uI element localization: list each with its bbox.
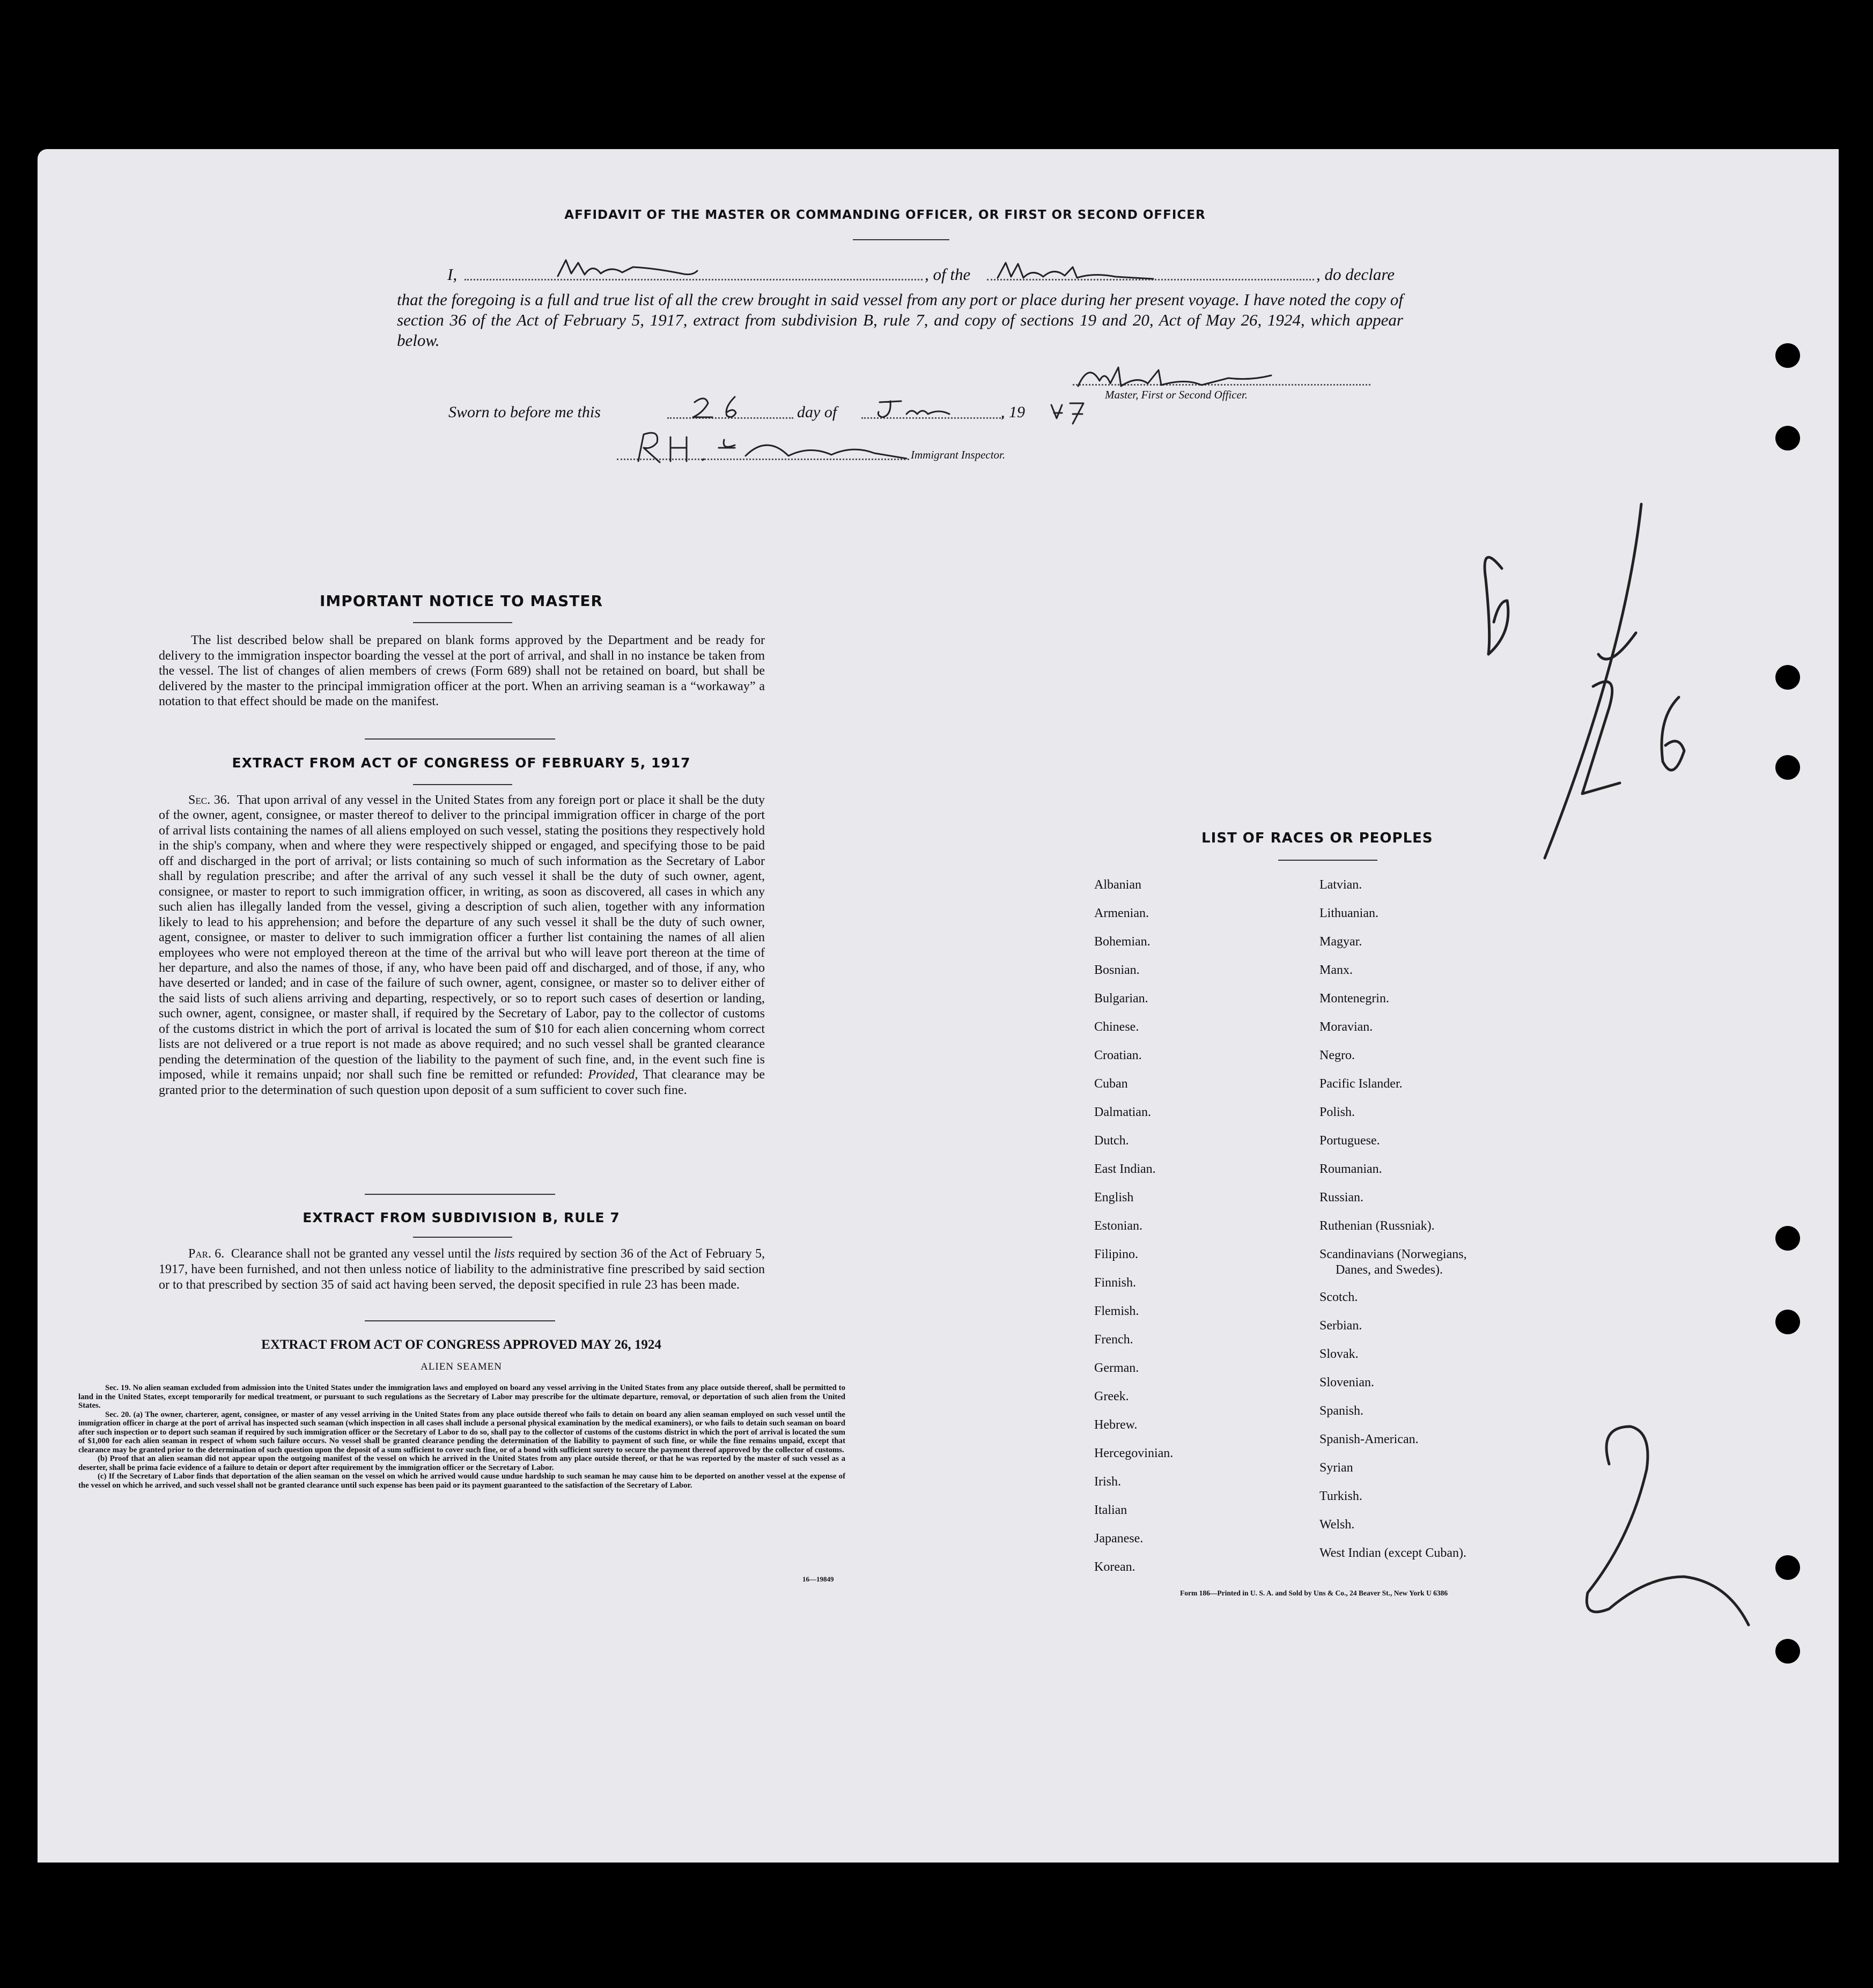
divider [413, 622, 512, 623]
race-item: English [1094, 1191, 1134, 1204]
divider [365, 1320, 555, 1321]
race-item: Dutch. [1094, 1134, 1129, 1148]
officer-caption: Master, First or Second Officer. [1105, 388, 1248, 401]
race-item: Polish. [1319, 1105, 1355, 1119]
divider [413, 1237, 512, 1238]
rule7-body [159, 1246, 765, 1293]
handwritten-vessel-name [992, 256, 1185, 289]
section-20c: (c) If the Secretary of Labor finds that deportation of the alien seaman on the vessel on which he arrived would cause undue hardship to such seaman he may cause him to be deported on another vessel at the expense of the vessel on which he arrived, and such vessel shall not be granted clearance until such expense has been paid or its payment guaranteed to the satisfaction of the Secretary of Labor. [78, 1472, 845, 1490]
section-20a: Sec. 20. (a) The owner, charterer, agent, consignee, or master of any vessel arriving in the United States from any place outside thereof who fails to detain on board any alien seaman employed on such vessel until the immigration officer in charge at the port of arrival has inspected such seaman (which inspection in all cases shall include a personal physical examination by the medical examiners), or who fails to detain such seaman on board after such inspection or to deport such seaman if required by such immigration officer or the Secretary of Labor to do so, shall pay to the collector of customs of the customs district in which the port of arrival is located the sum of $1,000 for each alien seaman in respect of whom such failure occurs. No vessel shall be granted clearance pending the determination of the liability to payment of such fine, or while the fine remains unpaid, except that clearance may be granted prior to the determination of such question upon the deposit of a sum sufficient to cover such fine, or of a bond with sufficient surety to secure the payment thereof approved by the collector of customs. [78, 1410, 845, 1454]
rule7-lists-word: lists [493, 1247, 515, 1261]
sworn-label: Sworn to before me this [448, 403, 601, 421]
race-item: Montenegrin. [1319, 992, 1389, 1006]
race-item: Bulgarian. [1094, 992, 1148, 1006]
rule7-text-a: Clearance shall not be granted any vessel until the [231, 1247, 491, 1261]
race-item: Moravian. [1319, 1020, 1373, 1034]
handwritten-year [1046, 397, 1094, 429]
day-of-label: day of [797, 403, 837, 421]
race-item: Russian. [1319, 1191, 1364, 1204]
races-left-column [1094, 871, 1309, 1581]
race-item: Estonian. [1094, 1219, 1142, 1233]
section-20b: (b) Proof that an alien seaman did not appear upon the outgoing manifest of the vessel on which he arrived in the United States from any place outside thereof, or that he was reported by the master of such vessel as a deserter, shall be prima facie evidence of a failure to detain or deport after requirement by the immigration officer or the Secretary of Labor. [78, 1454, 845, 1472]
label-of-the: , of the [925, 265, 971, 284]
race-item: Hercegovinian. [1094, 1446, 1174, 1460]
race-item: Finnish. [1094, 1276, 1137, 1290]
proviso-text: That clearance may be granted prior to the determination of such question upon deposit of a sum sufficient to cover such fine. [159, 1068, 765, 1097]
race-item: Spanish. [1319, 1404, 1364, 1418]
handwritten-fraction [1448, 493, 1716, 880]
race-item: Ruthenian (Russniak). [1319, 1219, 1435, 1233]
rule7-title: EXTRACT FROM SUBDIVISION B, RULE 7 [303, 1210, 620, 1225]
race-item: Bosnian. [1094, 963, 1140, 977]
race-item: Dalmatian. [1094, 1105, 1151, 1119]
extract-1924-subtitle: ALIEN SEAMEN [421, 1361, 502, 1372]
race-item: East Indian. [1094, 1162, 1156, 1176]
race-item: Filipino. [1094, 1247, 1139, 1261]
race-item: Irish. [1094, 1475, 1121, 1489]
race-item: Italian [1094, 1503, 1127, 1517]
race-item: Scotch. [1319, 1290, 1358, 1304]
race-item: Manx. [1319, 963, 1353, 977]
race-item: Lithuanian. [1319, 906, 1378, 920]
form-footer: Form 186—Printed in U. S. A. and Sold by Uns & Co., 24 Beaver St., New York U 6386 [1180, 1589, 1448, 1597]
race-item: Welsh. [1319, 1518, 1355, 1532]
race-item: Korean. [1094, 1560, 1135, 1574]
race-item: Greek. [1094, 1390, 1129, 1403]
race-item: Chinese. [1094, 1020, 1139, 1034]
race-item: Japanese. [1094, 1532, 1144, 1546]
race-item: German. [1094, 1361, 1139, 1375]
label-i: I, [447, 265, 458, 284]
punch-hole [1775, 1310, 1800, 1334]
extract-1917-title: EXTRACT FROM ACT OF CONGRESS OF FEBRUARY 5, 1917 [232, 755, 691, 771]
extract-1924-body [78, 1384, 845, 1490]
proviso-label: Provided, [588, 1068, 638, 1082]
race-item: Serbian. [1319, 1319, 1362, 1333]
punch-hole [1775, 755, 1800, 780]
race-item: Turkish. [1319, 1489, 1362, 1503]
race-item: Latvian. [1319, 878, 1362, 892]
notice-body: The list described below shall be prepared on blank forms approved by the Department and be ready for delivery to the immigration inspector boarding the vessel at the port of arrival, and shall in no instance be taken from the vessel. The list of changes of alien members of crews (Form 689) shall not be retained on board, but shall be delivered by the master to the principal immigration officer at the port. When an arriving seaman is a “workaway” a notation to that effect should be made on the manifest. [159, 633, 765, 708]
race-item: Hebrew. [1094, 1418, 1138, 1432]
affidavit-title: AFFIDAVIT OF THE MASTER OR COMMANDING OFFICER, OR FIRST OR SECOND OFFICER [564, 208, 1206, 222]
race-item: Croatian. [1094, 1048, 1142, 1062]
affidavit-body: that the foregoing is a full and true list of all the crew brought in said vessel from any port or place during her present voyage. I have noted the copy of section 36 of the Act of February 5, 1917, extract from subdivision B, rule 7, and copy of sections 19 and 20, Act of May 26, 1924, which appear below. [397, 290, 1403, 350]
handwritten-month [869, 391, 976, 424]
divider [1278, 860, 1377, 861]
race-item: Roumanian. [1319, 1162, 1382, 1176]
race-item: Albanian [1094, 878, 1141, 892]
race-item: Armenian. [1094, 906, 1149, 920]
punch-hole [1775, 665, 1800, 690]
extract-1924-title: EXTRACT FROM ACT OF CONGRESS APPROVED MAY 26, 1924 [261, 1337, 661, 1352]
year-prefix-label: , 19 [1001, 403, 1025, 421]
handwritten-page-number [1566, 1416, 1770, 1641]
form-code: 16—19849 [802, 1575, 834, 1583]
punch-hole [1775, 1639, 1800, 1664]
notice-title: IMPORTANT NOTICE TO MASTER [319, 592, 603, 610]
punch-hole [1775, 426, 1800, 450]
punch-hole [1775, 1555, 1800, 1580]
punch-hole [1775, 343, 1800, 368]
section-19: Sec. 19. No alien seaman excluded from admission into the United States under the immigration laws and employed on board any vessel arriving in the United States from any place outside thereof, shall be permitted to land in the United States, except temporarily for medical treatment, or pursuant to such regulations as the Secretary of Labor may prescribe for the ultimate departure, removal, or deportation of such alien from the United States. [78, 1384, 845, 1410]
race-item: Portuguese. [1319, 1134, 1380, 1148]
race-item: Slovak. [1319, 1347, 1359, 1361]
handwritten-inspector-signature [628, 424, 917, 472]
race-item: Slovenian. [1319, 1376, 1374, 1390]
label-do-declare: , do declare [1316, 265, 1395, 284]
race-item: Syrian [1319, 1461, 1353, 1475]
rule7-text-b: required by section 36 of the Act of February 5, 1917, have been furnished, and not then unless notice of liability to the administrative fine prescribed by said section or to that prescribed by section 35 of said act having been served, the deposit specified in rule 23 has been made. [159, 1247, 765, 1292]
race-item: Magyar. [1319, 935, 1362, 949]
punch-hole [1775, 1226, 1800, 1251]
races-title: LIST OF RACES OR PEOPLES [1201, 830, 1433, 846]
race-item: Pacific Islander. [1319, 1077, 1403, 1091]
paragraph-label: Par. 6. [188, 1247, 225, 1261]
divider [365, 738, 555, 740]
divider [365, 1194, 555, 1195]
section-36-text: That upon arrival of any vessel in the United States from any foreign port or place it shall be the duty of the owner, agent, consignee, or master thereof to deliver to the principal immigration officer in charge of the port of arrival lists containing the names of all aliens employed on such vessel, stating the positions they respectively hold in the ship's company, when and where they were respectively shipped or engaged, and specifying those to be paid off and discharged in the port of arrival; or lists containing so much of such information as the Secretary of Labor shall by regulation prescribe; and after the arrival of any such vessel it shall be the duty of such owner, agent, consignee, or master to report to such immigration officer, in writing, as soon as discovered, all cases in which any such alien has illegally landed from the vessel, giving a description of such alien, together with any information likely to lead to his apprehension; and before the departure of any such vessel it shall be the duty of such owner, agent, consignee, or master to deliver to such immigration officer a further list containing the names of all alien employees who were not employed thereon at the time of the arrival but who will leave port thereon at the time of her departure, and also the names of those, if any, who have been paid off and discharged, and of those, if any, who have deserted or landed; and in case of the failure of such owner, agent, consignee, or master so to deliver either of the said lists of such aliens arriving and departing, respectively, or so to report such cases of desertion or landing, such owner, agent, consignee, or master shall, if required by the Secretary of Labor, pay to the collector of customs of the customs district in which the port of arrival is located the sum of $10 for each alien concerning whom correct lists are not delivered or a true report is not made as above required; and no such vessel shall be granted clearance pending the determination of the question of the liability to the payment of such fine, and, in the event such fine is imposed, while it remains unpaid; nor shall such fine be remitted or refunded: [159, 793, 765, 1082]
divider [853, 239, 949, 240]
inspector-caption: Immigrant Inspector. [911, 448, 1006, 461]
race-item-multiline [1319, 1240, 1620, 1283]
sworn-line [448, 403, 1103, 425]
race-item: Scandinavians (Norwegians, [1319, 1247, 1467, 1261]
race-item: Danes, and Swedes). [1336, 1263, 1443, 1277]
race-item: Spanish-American. [1319, 1432, 1419, 1446]
race-item: Flemish. [1094, 1304, 1139, 1318]
race-item: Bohemian. [1094, 935, 1151, 949]
handwritten-officer-signature [1067, 354, 1293, 397]
race-item: Negro. [1319, 1048, 1355, 1062]
race-item: Cuban [1094, 1077, 1128, 1091]
handwritten-day [687, 391, 751, 424]
race-item: West Indian (except Cuban). [1319, 1546, 1466, 1560]
race-item: French. [1094, 1333, 1133, 1347]
divider [413, 784, 512, 785]
extract-1917-body [159, 793, 765, 1098]
handwritten-master-name [547, 252, 708, 290]
section-label: Sec. 36. [188, 793, 230, 807]
